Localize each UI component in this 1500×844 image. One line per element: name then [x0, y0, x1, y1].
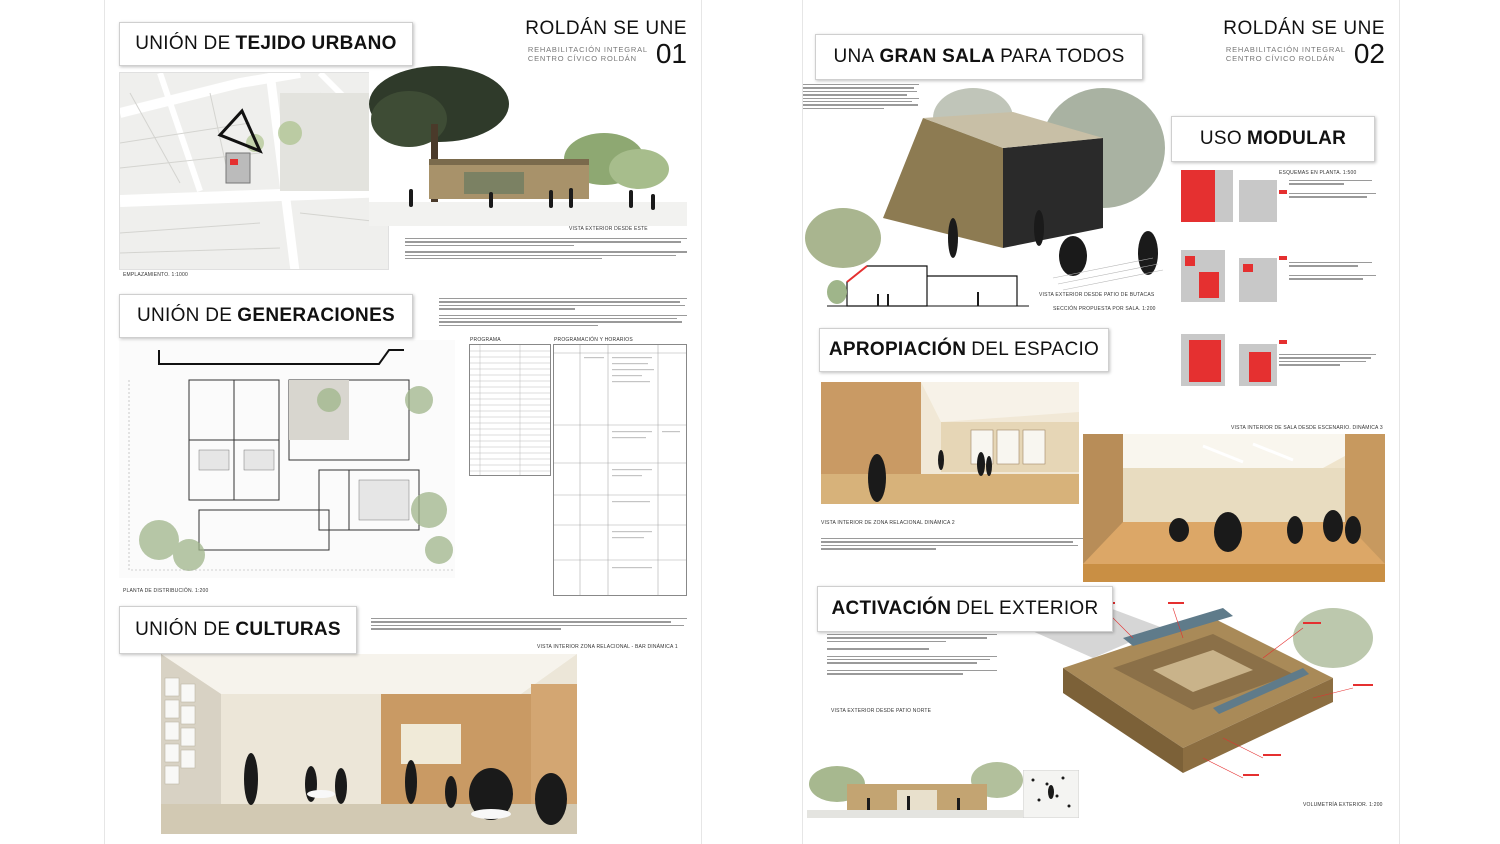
table-header-programa: PROGRAMA [470, 337, 501, 343]
title-bold: GRAN SALA [879, 46, 996, 67]
caption-interior-bar: VISTA INTERIOR ZONA RELACIONAL - BAR DINÁMICA 1 [537, 644, 678, 650]
title-plain: UNIÓN DE [135, 619, 231, 640]
brand-sub-2: CENTRO CÍVICO ROLDÁN [527, 54, 637, 63]
title-plain: UNIÓN DE [135, 33, 231, 54]
caption-volumetry: VOLUMETRÍA EXTERIOR. 1:200 [1303, 802, 1383, 808]
caption-patio: VISTA EXTERIOR DESDE PATIO DE BUTACAS [1039, 292, 1155, 298]
text-block-activacion [827, 634, 997, 675]
panel-sheet-02 [803, 0, 1399, 844]
title-bold: APROPIACIÓN [828, 339, 967, 360]
caption-floor-plan: PLANTA DE DISTRIBUCIÓN. 1:200 [123, 588, 209, 594]
title-plain: UNIÓN DE [136, 305, 233, 326]
title-tail: DEL EXTERIOR [956, 598, 1099, 619]
brand-block [525, 18, 687, 68]
title-bold: CULTURAS [235, 619, 341, 640]
section-drawing [827, 262, 1029, 308]
climbing-wall-render [1023, 770, 1079, 818]
section-title-tejido-urbano [119, 22, 413, 66]
section-title-culturas [119, 606, 357, 654]
text-block-generaciones [439, 298, 687, 326]
text-block-modular-2 [1289, 262, 1381, 280]
interior-render-relational [821, 382, 1079, 504]
title-tail: PARA TODOS [1000, 46, 1125, 67]
section-title-gran-sala [815, 34, 1143, 80]
brand-name: ROLDÁN SE UNE [525, 18, 687, 39]
site-map [119, 72, 389, 270]
interior-render-stage [1083, 434, 1385, 582]
text-block-modular-1 [1289, 180, 1381, 198]
title-plain: USO [1199, 128, 1242, 149]
text-block-tejido [405, 238, 687, 259]
text-block-apropiacion [821, 538, 1083, 550]
title-bold: ACTIVACIÓN [831, 598, 952, 619]
section-title-generaciones [119, 294, 413, 338]
caption-stage: VISTA INTERIOR DE SALA DESDE ESCENARIO. DINÁMICA 3 [1231, 425, 1383, 431]
title-tail: DEL ESPACIO [971, 339, 1100, 360]
floor-plan [119, 340, 455, 578]
brand-sub-1: REHABILITACIÓN INTEGRAL [1225, 45, 1346, 54]
text-block-modular-3 [1279, 354, 1381, 366]
table-header-horarios: PROGRAMACIÓN Y HORARIOS [554, 337, 633, 343]
caption-north: VISTA EXTERIOR DESDE PATIO NORTE [831, 708, 932, 714]
exterior-render-east [369, 64, 687, 226]
title-bold: GENERACIONES [237, 305, 396, 326]
caption-site-map: EMPLAZAMIENTO. 1:1000 [123, 272, 188, 278]
section-title-uso-modular [1171, 116, 1375, 162]
brand-name: ROLDÁN SE UNE [1223, 18, 1385, 39]
panel-sheet-01 [105, 0, 701, 844]
title-bold: TEJIDO URBANO [235, 33, 397, 54]
caption-section: SECCIÓN PROPUESTA POR SALA. 1:200 [1053, 306, 1156, 312]
sheet-number: 02 [1353, 38, 1385, 69]
interior-render-bar [161, 654, 577, 834]
section-title-activacion [817, 586, 1113, 632]
title-plain: UNA [833, 46, 875, 67]
title-bold: MODULAR [1246, 128, 1347, 149]
text-block-culturas [371, 618, 687, 630]
caption-exterior-east: VISTA EXTERIOR DESDE ESTE [569, 226, 648, 232]
brand-block [1223, 18, 1385, 68]
schedule-table [553, 337, 687, 596]
brand-sub-1: REHABILITACIÓN INTEGRAL [527, 45, 648, 54]
exterior-render-north [807, 760, 1023, 818]
sheet-number: 01 [655, 38, 687, 69]
caption-relational: VISTA INTERIOR DE ZONA RELACIONAL DINÁMICA 2 [821, 520, 955, 526]
caption-schemes: ESQUEMAS EN PLANTA. 1:500 [1279, 170, 1357, 176]
brand-sub-2: CENTRO CÍVICO ROLDÁN [1225, 54, 1335, 63]
section-title-apropiacion [819, 328, 1109, 372]
program-table [469, 337, 551, 476]
